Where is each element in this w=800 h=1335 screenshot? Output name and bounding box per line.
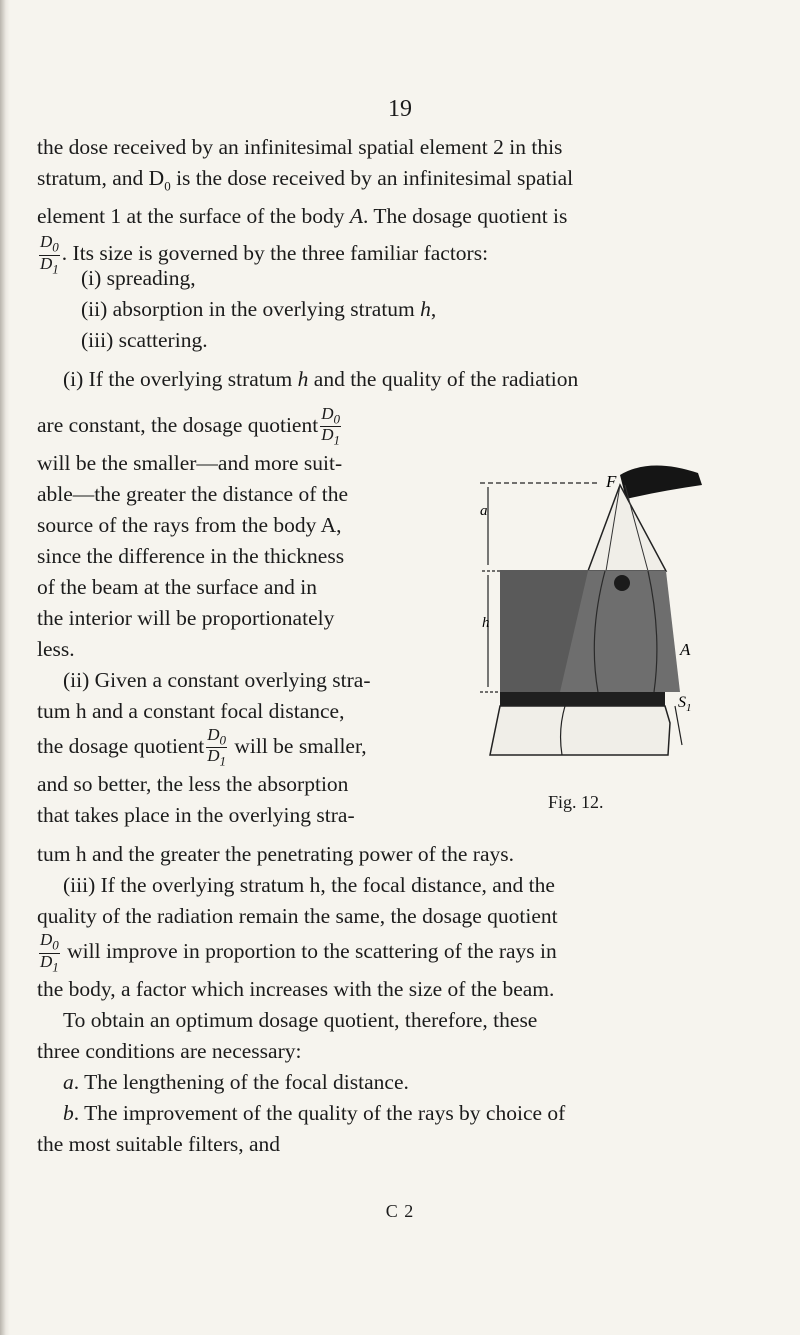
text-line: able—the greater the distance of the [37, 481, 349, 506]
page-binding-shadow [0, 0, 10, 1335]
text-line: tum h and a constant focal distance, [37, 698, 345, 723]
label-h: h [482, 615, 490, 631]
element-1-dot [614, 575, 630, 591]
stratum-s1 [500, 692, 665, 706]
figure-12 [470, 455, 715, 805]
ray-cone [588, 485, 666, 571]
body-lower [490, 706, 670, 755]
paragraph-ii-end [37, 839, 717, 1160]
text-line: the dose received by an infinitesimal spatial element 2 in this [37, 135, 563, 159]
text-line: will be the smaller—and more suit- [37, 450, 343, 475]
text-line: less. [37, 636, 75, 661]
signature-mark: C 2 [385, 1201, 415, 1221]
text-line: (ii) Given a constant overlying stra- [63, 667, 371, 692]
text-line: quality of the radiation remain the same, the dosage quotient [37, 904, 558, 928]
paragraph-i-body [37, 406, 477, 831]
text-line: $\frac{D_0}{D_1}$ . Its size is governed by the three familiar factors: [40, 232, 489, 277]
paragraph-i [37, 364, 717, 395]
text-line: $\frac{D_0}{D_1}$ will improve in proportion to the scattering of the rays in [40, 930, 557, 974]
label-a: a [480, 503, 488, 519]
figure-caption: Fig. 12. [548, 792, 604, 812]
text-line: To obtain an optimum dosage quotient, therefore, these [63, 1007, 538, 1032]
list-item: (i) spreading, [81, 266, 196, 290]
factor-list [55, 263, 721, 356]
text-line: and so better, the less the absorption [37, 771, 349, 796]
text-line: the body, a factor which increases with the size of the beam. [37, 976, 555, 1001]
text-line: three conditions are necessary: [37, 1038, 302, 1063]
label-S1: $S_1$ [678, 694, 692, 714]
text-line: of the beam at the surface and in [37, 574, 317, 599]
dosage-fraction: $\frac{D_0}{D_1}$ [207, 724, 226, 769]
paragraph-intro [37, 132, 717, 276]
text-line: the most suitable filters, and [37, 1131, 281, 1156]
dosage-fraction: $\frac{D_0}{D_1}$ [40, 232, 59, 277]
label-f: F [606, 472, 617, 491]
text-line: the interior will be proportionately [37, 605, 335, 630]
text-line: stratum, and $D_0$ is the dose received by an infinitesimal spatial [37, 166, 574, 194]
dosage-fraction: $\frac{D_0}{D_1}$ [40, 930, 59, 974]
list-item: a. The lengthening of the focal distance. [63, 1069, 409, 1094]
text-line: element 1 at the surface of the body A. The dosage quotient is [37, 204, 568, 229]
text-line: (i) If the overlying stratum h and the quality of the radiation [63, 367, 579, 391]
ray-source-icon [620, 465, 702, 499]
page-number: 19 [388, 96, 412, 122]
list-item: (ii) absorption in the overlying stratum h, [81, 297, 437, 321]
text-line: that takes place in the overlying stra- [37, 802, 355, 827]
label-A: A [680, 640, 691, 659]
text-line: the dosage quotient $\frac{D_0}{D_1}$ will be smaller, [37, 724, 367, 769]
text-line: are constant, the dosage quotient $\frac{D_0}{D_1}$ [37, 404, 340, 448]
text-line: tum h and the greater the penetrating power of the rays. [37, 842, 514, 866]
list-item: b. The improvement of the quality of the rays by choice of [63, 1100, 566, 1125]
dosage-fraction: $\frac{D_0}{D_1}$ [321, 404, 340, 448]
text-line: since the difference in the thickness [37, 543, 345, 568]
text-line: (iii) If the overlying stratum h, the focal distance, and the [63, 873, 555, 897]
text-line: source of the rays from the body A, [37, 512, 342, 537]
list-item: (iii) scattering. [81, 328, 208, 352]
